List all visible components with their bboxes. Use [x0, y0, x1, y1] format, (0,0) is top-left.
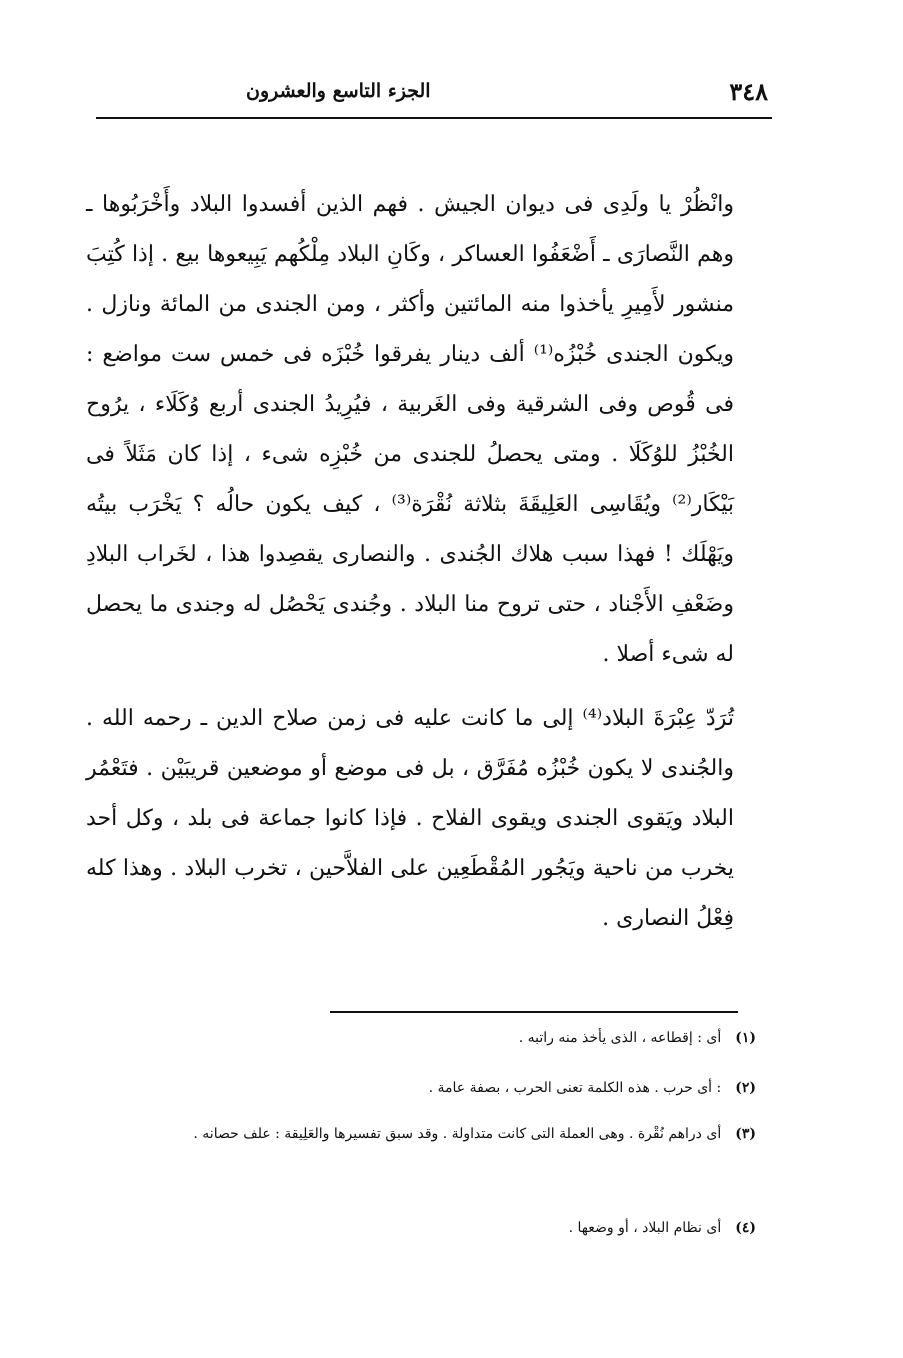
footnote-item: [193, 1126, 756, 1142]
footnote-item: [569, 1220, 756, 1236]
paragraph: وانْظُرْ يا ولَدِى فى ديوان الجيش . فهم الذين أفسدوا البلاد وأَخْرَبُوها ـ وهم النَّصارَى ـ أَضْعَفُوا العساكر ، وكَانِ البلاد مِلْكُهم يَبِيعوها بيع . إذا كُتِبَ منشور لأَمِيرِ يأخذوا منه المائتين وأكثر ، ومن الجندى من المائة ونازل . ويكون الجندى خُبْزُه⁽¹⁾ ألف دينار يفرقوا خُبْزَه فى خمس ست مواضع : فى قُوص وفى الشرقية وفى الغَربية ، فيُرِيدُ الجندى أربع وُكَلَاء ، يرُوح الخُبْزُ للوُكَلَا . ومتى يحصلُ للجندى من خُبْزِه شىء ، إذا كان مَثَلاً فى بَيْكَار⁽²⁾ ويُقَاسِى العَلِيقَةَ بثلاثة نُقْرَة⁽³⁾ ، كيف يكون حالُه ؟ يَخْرَب بيتُه ويَهْلَك ! فهذا سبب هلاك الجُندى . والنصارى يقصِدوا هذا ، لخَراب البلادِ وضَعْفِ الأَجْناد ، حتى تروح منا البلاد . وجُندى يَحْصُل له وجندى ما يحصل له شىء أصلا .: [86, 192, 734, 667]
main-text: [86, 180, 734, 944]
footnote-text: أى دراهم نُقْرة . وهى العملة التى كانت متداولة . وقد سبق تفسيرها والعَلِيقة : علف حصانه .: [193, 1126, 722, 1142]
footnote-separator: [330, 1011, 738, 1013]
footnote-text: أى : إقطاعه ، الذى يأخذ منه راتبه .: [518, 1030, 722, 1046]
running-header: [96, 74, 772, 108]
footnote-text: أى نظام البلاد ، أو وضعها .: [568, 1220, 722, 1236]
footnote-number: (٣): [735, 1126, 756, 1142]
header-rule: [96, 117, 772, 119]
page-number: ٣٤٨: [729, 76, 768, 106]
footnote-item: [519, 1030, 756, 1046]
footnote-number: (٢): [735, 1080, 756, 1096]
footnote-item: [429, 1080, 756, 1096]
footnote-text: : أى حرب . هذه الكلمة تعنى الحرب ، بصفة عامة .: [428, 1080, 722, 1096]
footnote-number: (٤): [735, 1220, 756, 1236]
running-title: الجزء التاسع والعشرون: [246, 80, 431, 102]
paragraph: تُرَدّ عِبْرَةَ البلاد⁽⁴⁾ إلى ما كانت عليه فى زمن صلاح الدين ـ رحمه الله . والجُندى لا يكون خُبْزُه مُفَرَّق ، بل فى موضع أو موضعين قريبَيْن . فتَعْمُر البلاد ويَقوى الجندى ويقوى الفلاح . فإذا كانوا جماعة فى بلد ، وكل أحد يخرب من ناحية ويَجُور المُقْطَعِين على الفلاَّحين ، تخرب البلاد . وهذا كله فِعْلُ النصارى .: [86, 706, 734, 931]
footnote-number: (١): [735, 1030, 756, 1046]
